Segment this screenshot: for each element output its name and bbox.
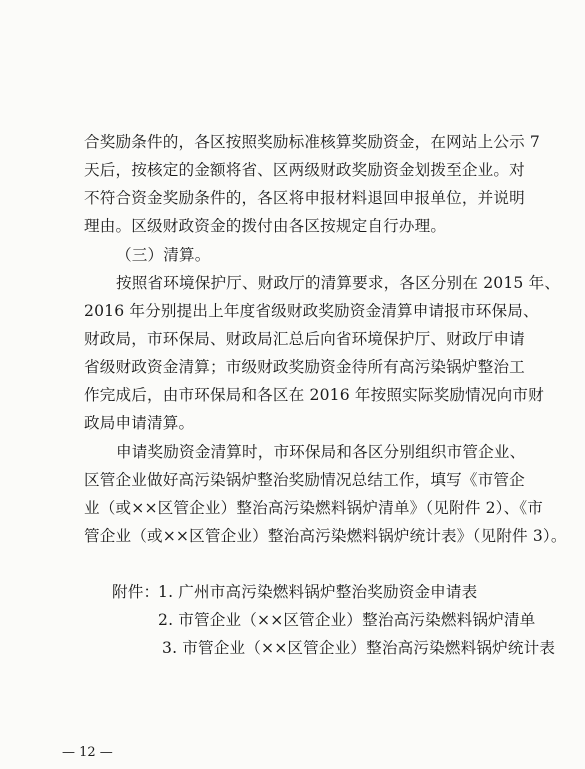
attachments-label: 附件： (112, 583, 160, 601)
body-line: 管企业（或××区管企业）整治高污染燃料锅炉统计表》（见附件 3）。 (84, 527, 567, 545)
attachment-item: 1. 广州市高污染燃料锅炉整治奖励资金申请表 (158, 583, 478, 601)
attachment-item: 3. 市管企业（××区管企业）整治高污染燃料锅炉统计表 (162, 639, 556, 657)
body-line: 区管企业做好高污染锅炉整治奖励情况总结工作，填写《市管企 (84, 471, 525, 489)
body-line: 天后，按核定的金额将省、区两级财政奖励资金划拨至企业。对 (84, 161, 525, 179)
body-line: 财政局，市环保局、财政局汇总后向省环境保护厅、财政厅申请 (84, 330, 525, 348)
body-line: 2016 年分别提出上年度省级财政奖励资金清算申请报市环保局、 (84, 302, 539, 320)
body-line: 按照省环境保护厅、财政厅的清算要求，各区分别在 2015 年、 (116, 274, 561, 292)
body-line: 合奖励条件的，各区按照奖励标准核算奖励资金，在网站上公示 7 (84, 133, 541, 151)
section-heading: （三）清算。 (116, 246, 211, 264)
page-number: — 12 — (62, 745, 113, 760)
body-line: 理由。区级财政资金的拨付由各区按规定自行办理。 (84, 217, 447, 235)
body-line: 作完成后，由市环保局和各区在 2016 年按照实际奖励情况向市财 (84, 386, 544, 404)
body-line: 省级财政资金清算；市级财政奖励资金待所有高污染锅炉整治工 (84, 358, 525, 376)
body-line: 不符合资金奖励条件的，各区将申报材料退回申报单位，并说明 (84, 189, 525, 207)
body-line: 政局申请清算。 (84, 414, 195, 432)
body-line: 业（或××区管企业）整治高污染燃料锅炉清单》（见附件 2）、《市 (84, 499, 544, 517)
attachment-item: 2. 市管企业（××区管企业）整治高污染燃料锅炉清单 (158, 611, 536, 629)
body-line: 申请奖励资金清算时，市环保局和各区分别组织市管企业、 (116, 443, 526, 461)
